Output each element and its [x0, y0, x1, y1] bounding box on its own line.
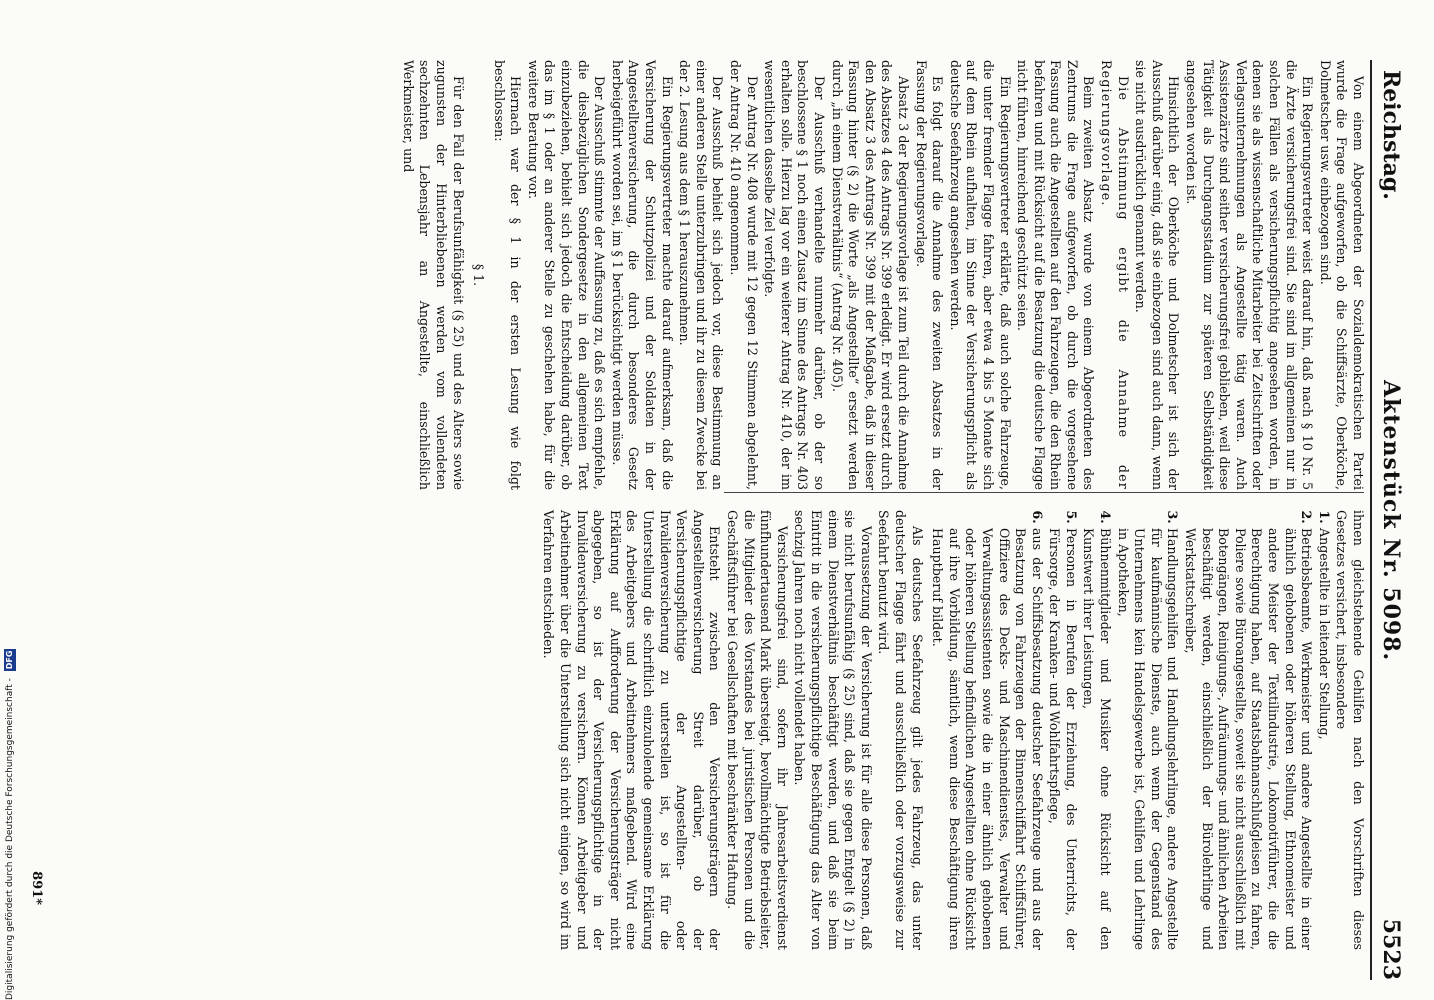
- numbered-list: [929, 510, 1332, 950]
- paragraph: Der Ausschuß stimmte der Auffassung zu, daß es sich empfehle, die diesbezüglichen Sondergesetze in den allgemeinen Text einzubeziehen, behielt sich jedoch die Entscheidung darüber, ob das im § 1 oder an anderer Stelle zu geschehen habe, für die weitere Beratung vor.: [525, 60, 608, 490]
- header-left: Reichstag.: [1378, 70, 1404, 200]
- paragraph: Die Abstimmung ergibt die Annahme der Regierungsvorlage.: [1099, 60, 1131, 490]
- page-number: 5523: [1378, 918, 1404, 980]
- left-column: [398, 60, 1366, 490]
- paragraph: ihnen gleichstehende Gehilfen nach den Vorschriften dieses Gesetzes versichert, insbesondere: [1334, 510, 1366, 950]
- paragraph: Ein Regierungsvertreter weist darauf hin, daß nach § 10 Nr. 5 die Ärzte versicherungsfrei sind. Sie sind im allgemeinen nur in solchen Fällen als versicherungspflichtig angesehen worden, in denen sie als wissenschaftliche Mitarbeiter bei Zeitschriften oder Verlagsunternehmungen als Angestellte tätig waren. Auch Assistenzärzte sind seither versicherungsfrei geblieben, weil diese Tätigkeit als Durchgangsstadium zur späteren Selbständigkeit angesehen worden ist.: [1184, 60, 1316, 490]
- signature-marker: 891*: [29, 871, 44, 905]
- paragraph: Es folgt darauf die Annahme des zweiten Absatzes in der Fassung der Regierungsvorlage.: [913, 60, 946, 490]
- paragraph: Hiernach war der § 1 in der ersten Lesung wie folgt beschlossen:: [491, 60, 524, 490]
- paragraph: Der Antrag Nr. 408 wurde mit 12 gegen 12 Stimmen abgelehnt, der Antrag Nr. 410 angenommen.: [728, 60, 760, 490]
- dfg-logo: DFG: [4, 650, 14, 670]
- paragraph: Entsteht zwischen den Versicherungsträgern der Angestelltenversicherung Streit darüber, ob der Versicherungspflichtige der Angestellten- oder Invalidenversicherung zu unterstellen ist, so ist für die Unterstellung die schriftlich einzuholende gemeinsame Erklärung des Arbeitgebers und Arbeitnehmers maßgebend. Wird eine Erklärung auf Aufforderung der Versicherungsträger nicht abgegeben, so ist der Versicherungspflichtige in der Invalidenversicherung zu versichern. Können Arbeitgeber und Arbeitnehmer über die Unterstellung sich nicht einigen, so wird im Verfahren entschieden.: [541, 510, 723, 950]
- digitization-credit: [2, 0, 18, 1000]
- header-rule: [1370, 60, 1372, 980]
- paragraph: Für den Fall der Berufsunfähigkeit (§ 25) und des Alters sowie zugunsten der Hinterbliebenen werden vom vollendeten sechzehnten Lebensjahr an Angestellte, einschließlich Werkmeister, und: [400, 60, 466, 490]
- credit-text: Digitalisierung gefördert durch die Deutsche Forschungsgemeinschaft -: [5, 678, 15, 1000]
- paragraph: Als deutsches Seefahrzeug gilt jedes Fahrzeug, das unter deutscher Flagge fährt und ausschließlich oder vorzugsweise zur Seefahrt benutzt wird.: [876, 510, 925, 950]
- list-item: 6. aus der Schiffsbesatzung deutscher Seefahrzeuge und aus der Besatzung von Fahrzeugen der Binnenschiffahrt Schiffsführer, Offiziere des Decks- und Maschinendienstes, Verwalter und Verwaltungsassistenten sowie die in einer ähnlich gehobenen oder höheren Stellung befindlichen Angestellten ohne Rücksicht auf ihre Vorbildung, sämtlich, wenn diese Beschäftigung ihren Hauptberuf bildet.: [929, 528, 1045, 950]
- header-title: Aktenstück Nr. 5098.: [1378, 380, 1404, 662]
- paragraph: Voraussetzung der Versicherung ist für alle diese Personen, daß sie nicht berufsunfähig (§ 25) sind, daß sie gegen Entgelt (§ 2) in einem Dienstverhältnis beschäftigt werden, und daß sie beim Eintritt in die versicherungspflichtige Beschäftigung das Alter von sechzig Jahren noch nicht vollendet haben.: [792, 510, 874, 950]
- section-heading: § 1.: [471, 263, 487, 287]
- paragraph: Beim zweiten Absatz wurde von einem Abgeordneten des Zentrums die Frage aufgeworfen, ob durch die vorgesehene Fassung auch die Angestellten auf den Fahrzeugen, die den Rhein befahren und mit Rücksicht auf die Besatzung die deutsche Flagge nicht führen, hinreichend geschützt seien.: [1015, 60, 1097, 490]
- list-item: 2. Betriebsbeamte, Werkmeister und andere Angestellte in einer ähnlich gehobenen oder höheren Stellung, Ethnomeister und andere Meister der Textilindustrie, Lokomotivführer, die die Berechtigung haben, auf Staatsbahnanschlußgleisen zu fahren, Poliere sowie Büroangestellte, soweit sie nicht ausschließlich mit Botengängen, Reinigungs-, Aufräumungs- und ähnlichen Arbeiten beschäftigt werden, einschließlich der Bürolehrlinge und Werkstattschreiber,: [1181, 528, 1314, 950]
- column-divider: [724, 492, 1364, 493]
- paragraph: Hinsichtlich der Oberköche und Dolmetscher ist sich der Ausschuß darüber einig, daß sie einbezogen sind auch dann, wenn sie nicht ausdrücklich genannt werden.: [1133, 60, 1182, 490]
- paragraph: Der Ausschuß behielt sich jedoch vor, diese Bestimmung an einer anderen Stelle unterzubringen und ihr zu diesem Zwecke bei der 2. Lesung aus dem § 1 herauszunehmen.: [677, 60, 726, 490]
- paragraph: Ein Regierungsvertreter machte darauf aufmerksam, daß die Versicherung der Schutzpolizei und der Soldaten in der Angestelltenversicherung, die durch besonderes Gesetz herbeigeführt worden sei, im § 1 berücksichtigt werden müsse.: [609, 60, 675, 490]
- paragraph: Ein Regierungsvertreter erklärte, daß auch solche Fahrzeuge, die unter fremder Flagge fahren, aber etwa 4 bis 5 Monate sich auf dem Rhein aufhalten, im Sinne der Versicherungspflicht als deutsche Seefahrzeug angesehen werden.: [947, 60, 1013, 490]
- paragraph: Von einem Abgeordneten der Sozialdemokratischen Partei wurde die Frage aufgeworfen, ob die Schiffsärzte, Oberköche, Dolmetscher usw. einbezogen sind.: [1317, 60, 1366, 490]
- paragraph: Versicherungsfrei sind, sofern ihr Jahresarbeitsverdienst fünfhundertausend Mark übersteigt, bevollmächtigte Betriebsleiter, die Mitglieder des Vorstandes bei juristischen Personen und die Geschäftsführer bei Gesellschaften mit beschränkter Haftung.: [725, 510, 790, 950]
- list-item: 4. Bühnenmitglieder und Musiker ohne Rücksicht auf den Kunstwert ihrer Leistungen,: [1080, 528, 1113, 950]
- right-column: [539, 510, 1366, 950]
- list-item: 1. Angestellte in leitender Stellung,: [1315, 528, 1332, 950]
- paragraph: Absatz 3 der Regierungsvorlage ist zum Teil durch die Annahme des Absatzes 4 des Antrags Nr. 399 erledigt. Er wird ersetzt durch den Absatz 3 des Antrags Nr. 399 mit der Maßgabe, daß in dieser Fassung hinter (§ 2) die Worte „als Angestellte“ ersetzt werden durch „in einem Dienstverhältnis“ (Antrag Nr. 405).: [829, 60, 911, 490]
- list-item: 3. Handlungsgehilfen und Handlungslehrlinge, andere Angestellte für kaufmännische Dienste, auch wenn der Gegenstand des Unternehmens kein Handelsgewerbe ist, Gehilfen und Lehrlinge in Apotheken,: [1114, 528, 1180, 950]
- paragraph: Der Ausschuß verhandelte nunmehr darüber, ob der so beschlossene § 1 noch einen Zusatz im Sinne des Antrags Nr. 403 erhalten solle. Hierzu lag vor ein weiterer Antrag Nr. 410, der im wesentlichen dasselbe Ziel verfolgte.: [762, 60, 827, 490]
- list-item: 5. Personen in Berufen der Erziehung, des Unterrichts, der Fürsorge, der Kranken- und Wohlfahrtspflege,: [1046, 528, 1079, 950]
